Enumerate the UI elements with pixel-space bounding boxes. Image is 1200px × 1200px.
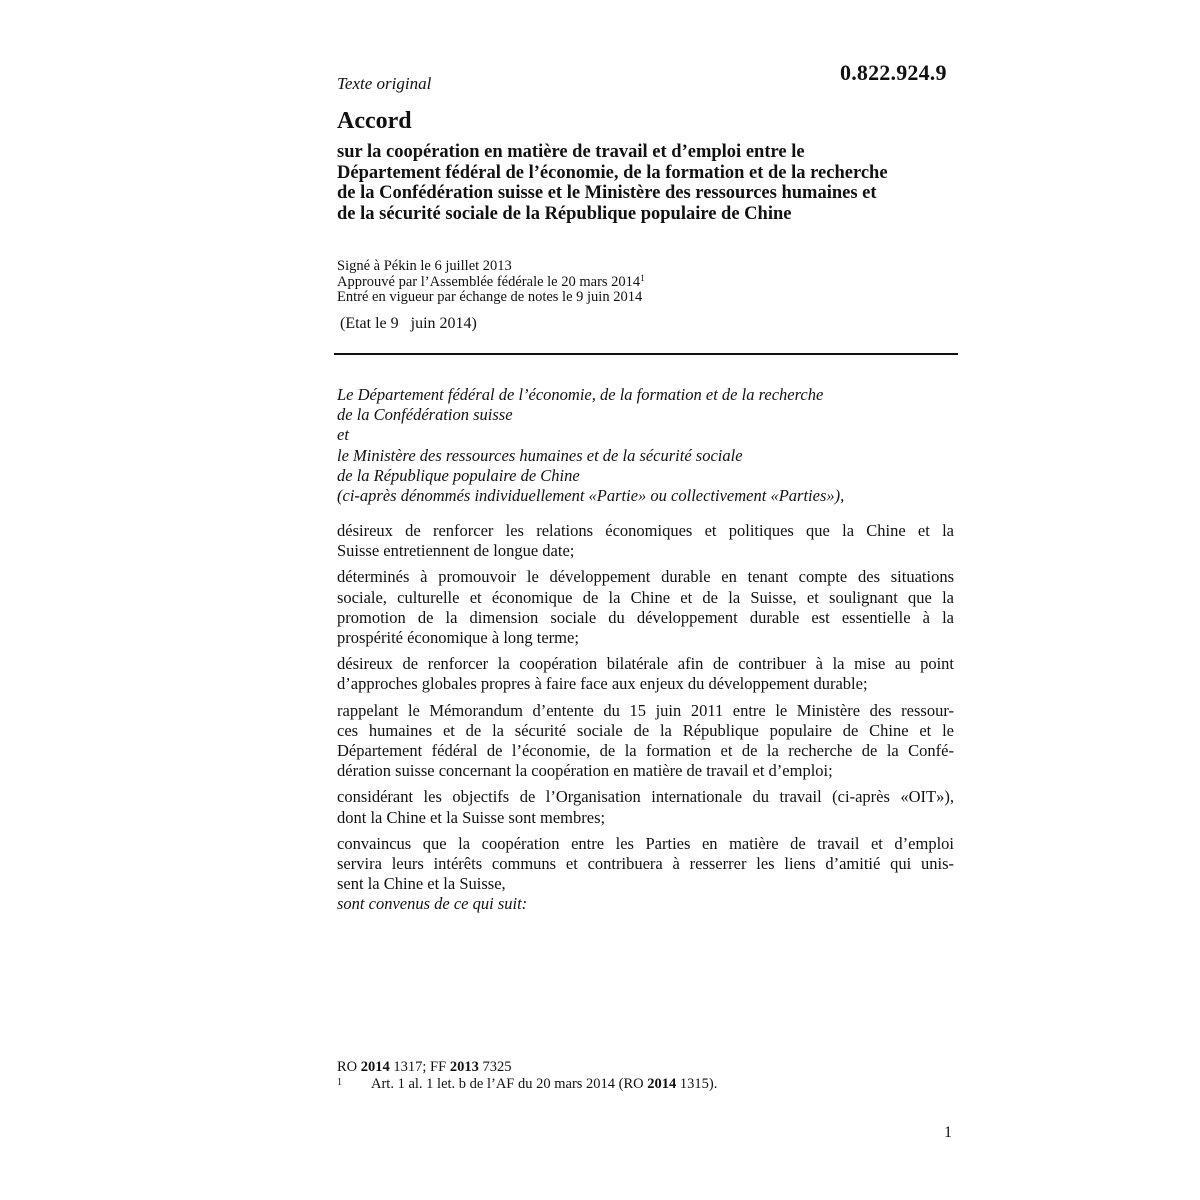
preamble-paragraph (337, 567, 954, 648)
ff-page: 7325 (478, 1059, 512, 1075)
paragraph-line: considérant les objectifs de l’Organisation internationale du travail (ci-après «OIT»), (337, 787, 954, 807)
preamble-body (337, 521, 954, 921)
paragraph-line: d’approches globales propres à faire face aux enjeux du développement durable; (337, 674, 868, 694)
footnote-text-end: 1315). (676, 1076, 718, 1092)
document-title: Accord (337, 108, 412, 134)
closing-formula: sont convenus de ce qui suit: (337, 894, 528, 914)
footnote-mark: 1 (337, 1077, 342, 1088)
header-divider (334, 353, 958, 355)
parties-line: Le Département fédéral de l’économie, de la formation et de la recherche (337, 385, 824, 404)
subtitle-line: sur la coopération en matière de travail et d’emploi entre le (337, 142, 805, 162)
parties-line: le Ministère des ressources humaines et de la sécurité sociale (337, 445, 743, 465)
signed-date: Signé à Pékin le 6 juillet 2013 (337, 258, 512, 274)
paragraph-line: sent la Chine et la Suisse, (337, 874, 506, 894)
paragraph-line: dont la Chine et la Suisse sont membres; (337, 807, 606, 827)
in-force-date: Entré en vigueur par échange de notes le 9 juin 2014 (337, 289, 643, 305)
parties-line: de la Confédération suisse (337, 405, 513, 425)
approved-date-line (337, 272, 645, 291)
preamble-paragraph (337, 521, 954, 561)
footnote-text (371, 1076, 717, 1093)
paragraph-line: prospérité économique à long terme; (337, 628, 579, 648)
paragraph-line: servira leurs intérêts communs et contribuera à resserrer les liens d’amitié qui unis- (337, 854, 954, 874)
subtitle-line: de la Confédération suisse et le Ministère des ressources humaines et (337, 183, 877, 203)
date-block (337, 259, 645, 306)
parties-block (337, 385, 844, 506)
paragraph-line: Département fédéral de l’économie, de la formation et de la recherche de la Confé- (337, 741, 954, 761)
parties-line: (ci-après dénommés individuellement «Partie» ou collectivement «Parties»), (337, 486, 845, 506)
status-date: (Etat le 9 juin 2014) (340, 315, 477, 332)
ro-page: 1317; FF (389, 1059, 450, 1075)
paragraph-line: promotion de la dimension sociale du développement durable est essentielle à la (337, 607, 954, 627)
page-footer (337, 1059, 717, 1093)
preamble-paragraph (337, 787, 954, 827)
paragraph-line: désireux de renforcer la coopération bilatérale afin de contribuer à la mise au point (337, 654, 954, 674)
document-reference-number: 0.822.924.9 (840, 60, 947, 85)
publication-reference (337, 1059, 717, 1076)
footnote-text-start: Art. 1 al. 1 let. b de l’AF du 20 mars 2014 (RO (371, 1076, 648, 1092)
preamble-paragraph (337, 701, 954, 782)
paragraph-line: Suisse entretiennent de longue date; (337, 541, 575, 561)
footnote-reference[interactable]: 1 (640, 272, 645, 283)
paragraph-line: dération suisse concernant la coopération en matière de travail et d’emploi; (337, 761, 833, 781)
subtitle-line: Département fédéral de l’économie, de la formation et de la recherche (337, 162, 888, 183)
paragraph-line: convaincus que la coopération entre les Parties en matière de travail et d’emploi (337, 833, 954, 853)
paragraph-line: sociale, culturelle et économique de la Chine et de la Suisse, et soulignant que la (337, 587, 954, 607)
paragraph-line: déterminés à promouvoir le développement durable en tenant compte des situations (337, 567, 954, 587)
ro-year: 2014 (360, 1059, 390, 1075)
parties-line: et (337, 425, 349, 445)
original-text-label: Texte original (337, 74, 432, 93)
parties-line: de la République populaire de Chine (337, 465, 580, 485)
footnote-year: 2014 (647, 1076, 677, 1092)
subtitle-line: de la sécurité sociale de la République populaire de Chine (337, 203, 792, 224)
ro-prefix: RO (337, 1059, 361, 1075)
ff-year: 2013 (449, 1059, 479, 1075)
paragraph-line: rappelant le Mémorandum d’entente du 15 juin 2011 entre le Ministère des ressour- (337, 700, 954, 720)
approved-date: Approuvé par l’Assemblée fédérale le 20 mars 2014 (337, 273, 641, 290)
paragraph-line: désireux de renforcer les relations économiques et politiques que la Chine et la (337, 521, 954, 540)
preamble-paragraph (337, 654, 954, 694)
document-subtitle (337, 142, 977, 224)
paragraph-line: ces humaines et de la sécurité sociale de la République populaire de Chine et le (337, 720, 954, 740)
preamble-paragraph (337, 834, 954, 895)
page-number: 1 (944, 1124, 952, 1141)
footnote (337, 1076, 717, 1093)
